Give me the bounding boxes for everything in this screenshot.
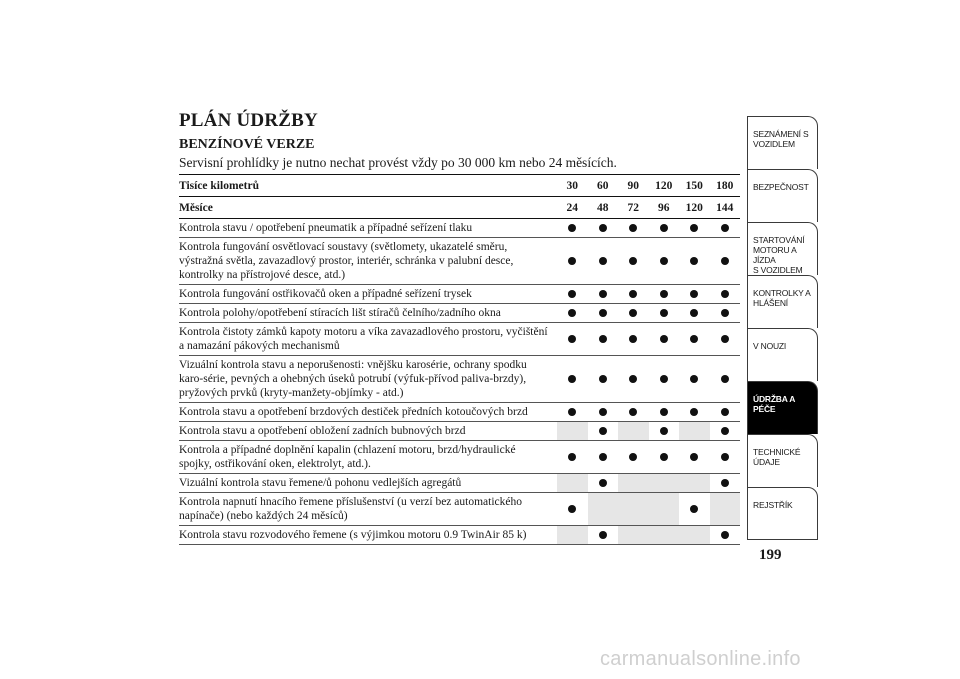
chapter-tabs [747, 116, 818, 540]
bullet-icon [629, 375, 637, 383]
check-cell [588, 304, 619, 323]
header-month-value: 144 [710, 197, 741, 219]
check-cell [618, 219, 649, 238]
row-label: Kontrola polohy/opotřebení stíracích lišt stíračů čelního/zadního okna [179, 304, 557, 323]
check-cell [618, 356, 649, 403]
bullet-icon [721, 257, 729, 265]
bullet-icon [599, 224, 607, 232]
bullet-icon [599, 479, 607, 487]
bullet-icon [599, 408, 607, 416]
check-cell [557, 323, 588, 356]
row-label: Kontrola napnutí hnacího řemene příslušenství (u verzí bez automatického napínače) (nebo každých 24 měsíců) [179, 493, 557, 526]
bullet-icon [568, 505, 576, 513]
check-cell [649, 422, 680, 441]
check-cell [710, 441, 741, 474]
empty-cell [618, 526, 649, 545]
table-row [179, 493, 740, 526]
bullet-icon [660, 290, 668, 298]
bullet-icon [568, 224, 576, 232]
table-row [179, 285, 740, 304]
bullet-icon [599, 335, 607, 343]
row-label: Kontrola fungování osvětlovací soustavy (světlomety, ukazatelé směru, výstražná světla, zavazadlový prostor, interiér, schránka v palubní desce, kontrolky na přístrojové desce, atd.) [179, 238, 557, 285]
bullet-icon [599, 257, 607, 265]
chapter-tab-label: KONTROLKY A HLÁŠENÍ [753, 288, 811, 308]
bullet-icon [690, 408, 698, 416]
page-number: 199 [759, 547, 782, 563]
empty-cell [649, 493, 680, 526]
bullet-icon [599, 453, 607, 461]
row-label: Kontrola a případné doplnění kapalin (chlazení motoru, brzd/hydraulické spojky, ostřikování oken, elektrolyt, atd.). [179, 441, 557, 474]
bullet-icon [568, 290, 576, 298]
check-cell [679, 441, 710, 474]
bullet-icon [568, 375, 576, 383]
empty-cell [679, 474, 710, 493]
check-cell [710, 219, 741, 238]
table-row [179, 356, 740, 403]
bullet-icon [660, 427, 668, 435]
bullet-icon [660, 408, 668, 416]
table-row [179, 323, 740, 356]
table-row [179, 441, 740, 474]
check-cell [557, 403, 588, 422]
chapter-tab-label: BEZPEČNOST [753, 182, 809, 192]
bullet-icon [568, 257, 576, 265]
bullet-icon [568, 335, 576, 343]
bullet-icon [629, 224, 637, 232]
bullet-icon [690, 290, 698, 298]
table-row [179, 219, 740, 238]
bullet-icon [690, 257, 698, 265]
check-cell [710, 526, 741, 545]
check-cell [679, 403, 710, 422]
bullet-icon [690, 224, 698, 232]
table-row [179, 474, 740, 493]
header-month-value: 24 [557, 197, 588, 219]
bullet-icon [721, 224, 729, 232]
header-month-value: 48 [588, 197, 619, 219]
bullet-icon [660, 224, 668, 232]
check-cell [679, 238, 710, 285]
check-cell [588, 474, 619, 493]
check-cell [649, 356, 680, 403]
chapter-tab[interactable] [747, 275, 818, 328]
chapter-tab[interactable] [747, 328, 818, 381]
check-cell [588, 219, 619, 238]
check-cell [679, 356, 710, 403]
check-cell [710, 422, 741, 441]
chapter-tab[interactable] [747, 222, 818, 275]
table-row [179, 526, 740, 545]
bullet-icon [660, 335, 668, 343]
check-cell [710, 323, 741, 356]
row-label: Kontrola fungování ostřikovačů oken a případné seřízení trysek [179, 285, 557, 304]
intro-text: Servisní prohlídky je nutno nechat provést vždy po 30 000 km nebo 24 měsících. [179, 155, 617, 170]
chapter-tab[interactable] [747, 487, 818, 540]
bullet-icon [660, 309, 668, 317]
chapter-tab-label: V NOUZI [753, 341, 787, 351]
check-cell [679, 304, 710, 323]
row-label: Kontrola stavu a opotřebení brzdových destiček předních kotoučových brzd [179, 403, 557, 422]
check-cell [710, 474, 741, 493]
bullet-icon [721, 335, 729, 343]
empty-cell [557, 526, 588, 545]
check-cell [588, 356, 619, 403]
bullet-icon [721, 479, 729, 487]
header-row-km [179, 175, 740, 197]
check-cell [649, 323, 680, 356]
check-cell [649, 238, 680, 285]
bullet-icon [690, 309, 698, 317]
bullet-icon [721, 408, 729, 416]
empty-cell [618, 422, 649, 441]
check-cell [557, 219, 588, 238]
chapter-tab[interactable] [747, 169, 818, 222]
check-cell [588, 403, 619, 422]
bullet-icon [721, 375, 729, 383]
check-cell [618, 323, 649, 356]
table-row [179, 238, 740, 285]
bullet-icon [660, 375, 668, 383]
empty-cell [649, 474, 680, 493]
empty-cell [557, 422, 588, 441]
chapter-tab[interactable] [747, 434, 818, 487]
row-label: Kontrola stavu / opotřebení pneumatik a případné seřízení tlaku [179, 219, 557, 238]
bullet-icon [599, 309, 607, 317]
row-label: Vizuální kontrola stavu a neporušenosti: vnějšku karosérie, ochrany spodku karo-série, pevných a ohebných úseků potrubí (výfuk-přívod paliva-brzdy), pryžových prvků (kryty-manžety-objímky - atd.) [179, 356, 557, 403]
empty-cell [618, 493, 649, 526]
bullet-icon [690, 453, 698, 461]
check-cell [557, 356, 588, 403]
bullet-icon [568, 309, 576, 317]
header-km-value: 150 [679, 175, 710, 197]
empty-cell [679, 526, 710, 545]
check-cell [679, 323, 710, 356]
row-label: Vizuální kontrola stavu řemene/ů pohonu vedlejších agregátů [179, 474, 557, 493]
check-cell [679, 285, 710, 304]
bullet-icon [599, 531, 607, 539]
header-km-value: 180 [710, 175, 741, 197]
maintenance-table [179, 174, 740, 545]
table-row [179, 304, 740, 323]
check-cell [588, 323, 619, 356]
check-cell [588, 422, 619, 441]
bullet-icon [721, 290, 729, 298]
check-cell [588, 238, 619, 285]
header-km-value: 60 [588, 175, 619, 197]
bullet-icon [690, 505, 698, 513]
bullet-icon [660, 257, 668, 265]
table-row [179, 422, 740, 441]
check-cell [710, 356, 741, 403]
bullet-icon [599, 427, 607, 435]
check-cell [618, 304, 649, 323]
section-title: BENZÍNOVÉ VERZE [179, 137, 315, 152]
header-km-value: 90 [618, 175, 649, 197]
header-months-label: Měsíce [179, 197, 557, 219]
empty-cell [679, 422, 710, 441]
chapter-tab-label: TECHNICKÉ ÚDAJE [753, 447, 801, 467]
check-cell [557, 285, 588, 304]
header-km-value: 120 [649, 175, 680, 197]
bullet-icon [660, 453, 668, 461]
bullet-icon [568, 408, 576, 416]
bullet-icon [629, 453, 637, 461]
check-cell [588, 285, 619, 304]
chapter-tab-label: SEZNÁMENÍ S VOZIDLEM [753, 129, 809, 149]
empty-cell [710, 493, 741, 526]
watermark: carmanualsonline.info [600, 648, 801, 670]
check-cell [618, 441, 649, 474]
bullet-icon [568, 453, 576, 461]
check-cell [679, 493, 710, 526]
bullet-icon [599, 375, 607, 383]
check-cell [679, 219, 710, 238]
row-label: Kontrola čistoty zámků kapoty motoru a víka zavazadlového prostoru, vyčištění a namazání pákových mechanismů [179, 323, 557, 356]
empty-cell [618, 474, 649, 493]
bullet-icon [690, 375, 698, 383]
check-cell [649, 304, 680, 323]
check-cell [649, 219, 680, 238]
bullet-icon [629, 257, 637, 265]
check-cell [557, 493, 588, 526]
page-title: PLÁN ÚDRŽBY [179, 110, 318, 131]
check-cell [710, 304, 741, 323]
bullet-icon [721, 309, 729, 317]
chapter-tab[interactable] [747, 116, 818, 169]
check-cell [618, 403, 649, 422]
header-row-months [179, 197, 740, 219]
bullet-icon [599, 290, 607, 298]
check-cell [618, 238, 649, 285]
check-cell [710, 285, 741, 304]
bullet-icon [629, 290, 637, 298]
check-cell [588, 526, 619, 545]
empty-cell [557, 474, 588, 493]
check-cell [557, 304, 588, 323]
row-label: Kontrola stavu a opotřebení obložení zadních bubnových brzd [179, 422, 557, 441]
check-cell [649, 403, 680, 422]
row-label: Kontrola stavu rozvodového řemene (s výjimkou motoru 0.9 TwinAir 85 k) [179, 526, 557, 545]
bullet-icon [721, 453, 729, 461]
bullet-icon [629, 408, 637, 416]
bullet-icon [721, 531, 729, 539]
header-km-label: Tisíce kilometrů [179, 175, 557, 197]
check-cell [649, 285, 680, 304]
check-cell [557, 238, 588, 285]
header-km-value: 30 [557, 175, 588, 197]
check-cell [557, 441, 588, 474]
chapter-tab-label: REJSTŘÍK [753, 500, 793, 510]
empty-cell [588, 493, 619, 526]
bullet-icon [721, 427, 729, 435]
chapter-tab-label: ÚDRŽBA A PÉČE [753, 394, 795, 414]
bullet-icon [629, 309, 637, 317]
check-cell [710, 238, 741, 285]
check-cell [710, 403, 741, 422]
chapter-tab-label: STARTOVÁNÍ MOTORU A JÍZDA S VOZIDLEM [753, 235, 805, 275]
bullet-icon [690, 335, 698, 343]
check-cell [649, 441, 680, 474]
empty-cell [649, 526, 680, 545]
check-cell [618, 285, 649, 304]
check-cell [588, 441, 619, 474]
table-row [179, 403, 740, 422]
header-month-value: 72 [618, 197, 649, 219]
chapter-tab[interactable] [747, 381, 818, 434]
header-month-value: 120 [679, 197, 710, 219]
header-month-value: 96 [649, 197, 680, 219]
bullet-icon [629, 335, 637, 343]
